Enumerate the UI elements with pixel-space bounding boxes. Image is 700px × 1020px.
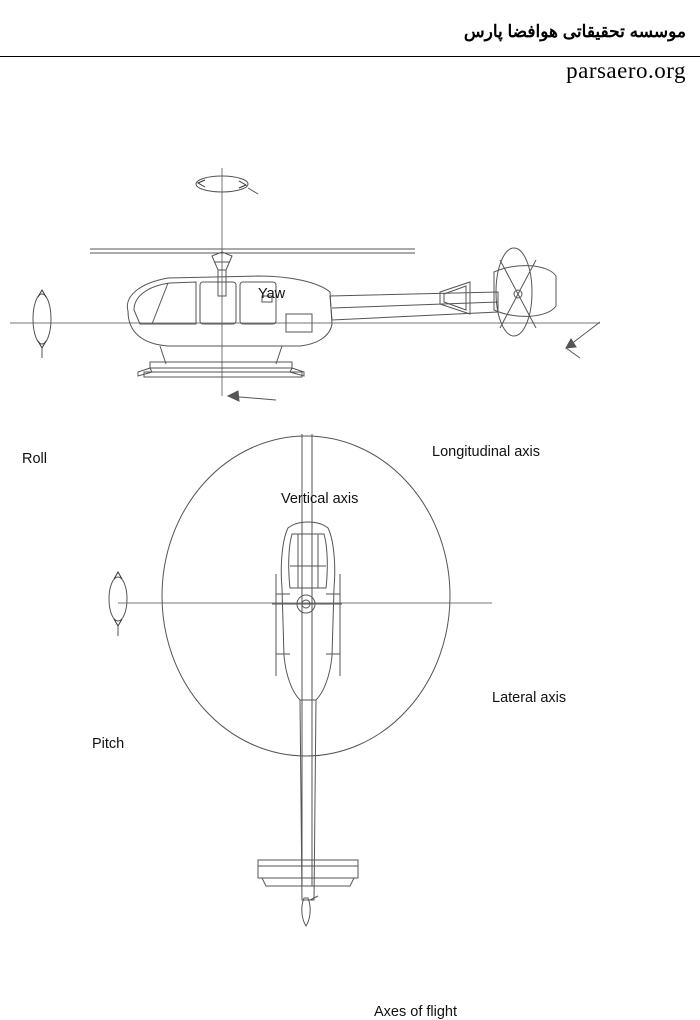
- longitudinal-label-arrowhead: [566, 339, 576, 348]
- yaw-arrow-right: [239, 181, 246, 188]
- diagram-caption: Axes of flight: [374, 1004, 458, 1020]
- header-divider: [0, 56, 700, 57]
- diagram-canvas: [0, 96, 700, 950]
- label-lateral-axis: Lateral axis: [492, 690, 567, 706]
- page-header: [0, 0, 700, 96]
- cockpit-window: [134, 282, 196, 324]
- label-pitch: Pitch: [92, 736, 125, 752]
- stabilizer-top-trailing: [262, 878, 354, 886]
- skid-right: [144, 372, 302, 377]
- brand-title-farsi: موسسه تحقیقاتی هوافضا پارس: [463, 22, 686, 41]
- top-view-group: [109, 434, 492, 926]
- label-longitudinal-axis: Longitudinal axis: [432, 444, 541, 460]
- yaw-leader: [248, 188, 258, 194]
- roll-rotation-ellipse: [33, 294, 51, 344]
- label-roll: Roll: [22, 451, 47, 467]
- tail-boom: [330, 292, 498, 320]
- yaw-arrow-left: [198, 180, 205, 187]
- pitch-rotation-ellipse: [109, 577, 127, 621]
- longitudinal-label-tick: [566, 348, 580, 358]
- main-rotor-disc-top: [162, 436, 450, 756]
- skid-left: [150, 362, 292, 368]
- skid-strut-rear: [276, 346, 282, 364]
- skid-strut-front: [160, 346, 166, 364]
- cockpit-window-divider: [152, 283, 168, 324]
- tail-fin: [494, 266, 556, 317]
- vertical-label-arrowhead: [228, 391, 239, 401]
- fuselage-outline: [127, 276, 332, 346]
- label-vertical-axis: Vertical axis: [281, 491, 359, 507]
- stabilizer-top: [258, 860, 358, 878]
- side-view-group: [10, 168, 600, 401]
- tail-boom-center-line: [332, 302, 498, 308]
- axes-of-flight-diagram: [0, 96, 700, 1020]
- brand-website-url: parsaero.org: [566, 58, 686, 83]
- cabin-top-outline: [289, 534, 328, 588]
- tail-rotor-top: [302, 898, 310, 926]
- label-yaw: Yaw: [258, 286, 286, 302]
